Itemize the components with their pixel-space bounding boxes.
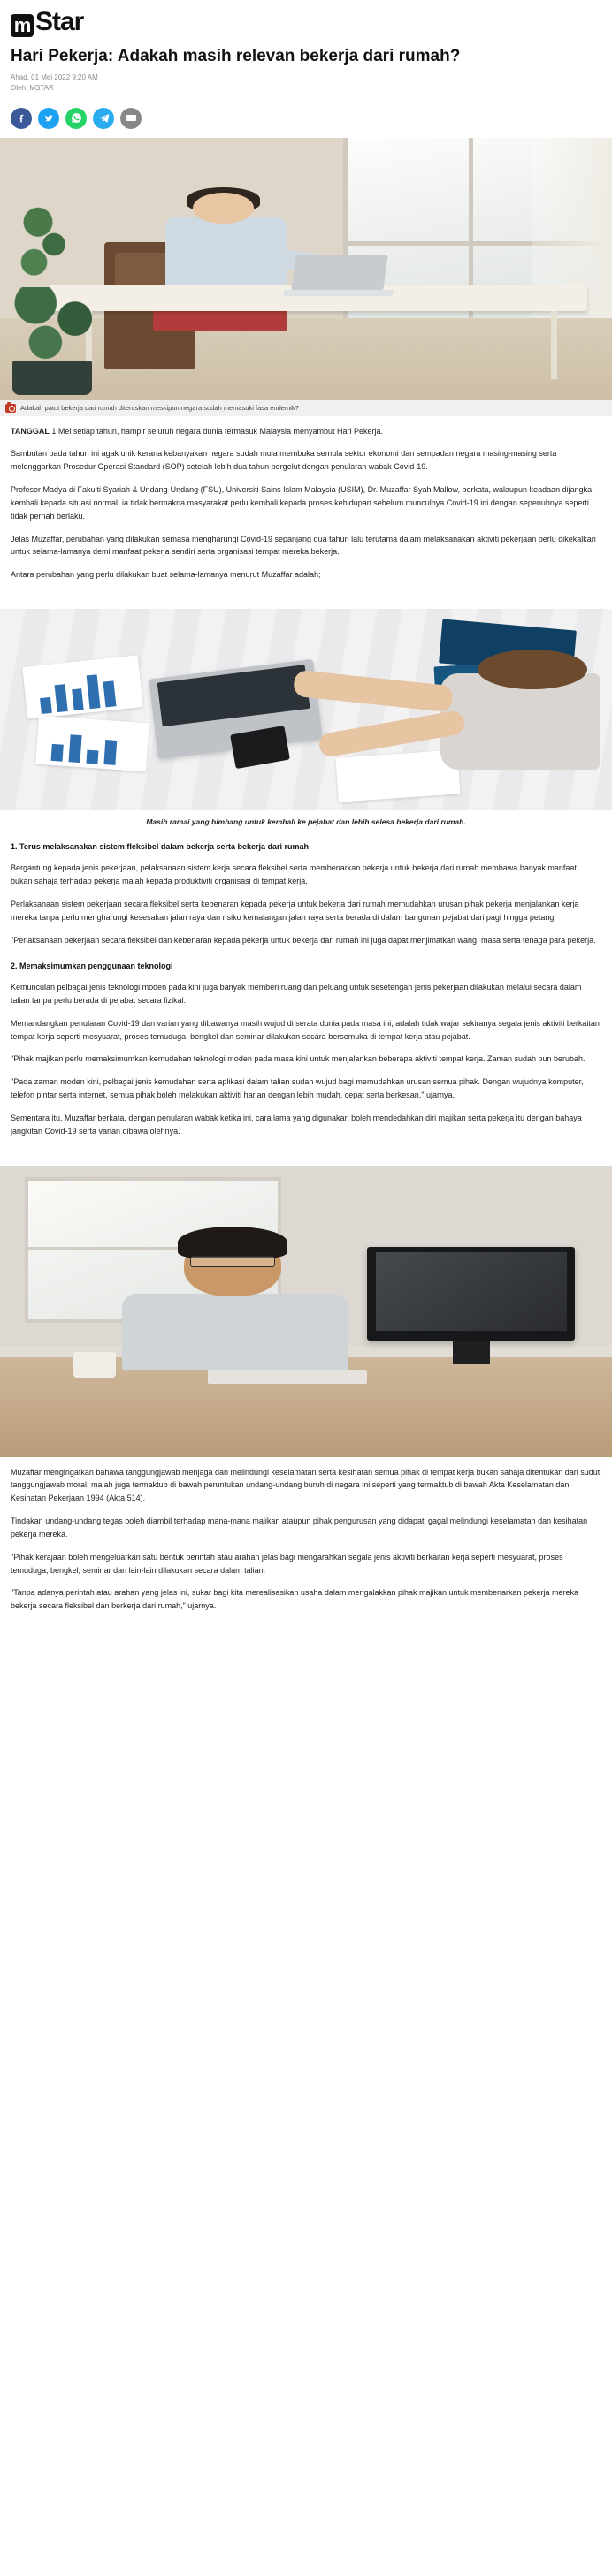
hero-caption-1-text: Adakah patut bekerja dari rumah diteruskan meskipun negara sudah memasuki fasa endemik?: [20, 403, 299, 412]
hero-figure-3: [0, 1166, 612, 1457]
logo-wordmark: Star: [35, 7, 84, 36]
paragraph: "Pihak majikan perlu memaksimumkan kemudahan teknologi moden pada masa kini untuk menjalankan beberapa aktiviti tempat kerja. Zaman sudah pun berubah.: [11, 1054, 585, 1064]
article-body-part-1: [0, 416, 612, 610]
article-meta: [11, 72, 601, 93]
paragraph: "Pada zaman moden kini, pelbagai jenis kemudahan serta aplikasi dalam talian sudah wujud bagi memudahkan urusan semua pihak. Dengan wujudnya komputer, telefon pintar serta internet, semua pihak boleh melakukan aktiviti harian dengan lebih mudah, cepat serta berkesan," ujarnya.: [11, 1077, 584, 1100]
hero-image-2-overhead-laptop-on-bed: [0, 609, 612, 810]
lead-word: TANGGAL: [11, 426, 50, 436]
paragraph: Muzaffar mengingatkan bahawa tanggungjawab menjaga dan melindungi keselamatan serta kesihatan semua pihak di tempat kerja bukan sahaja ditentukan dari sudut tanggungjawab moral, malah juga termaktub di bawah peruntukan undang-undang buruh di negara ini seperti yang termaktub di bawah Akta Keselamatan dan Kesihatan Pekerjaan 1994 (Akta 514).: [11, 1467, 601, 1503]
telegram-icon[interactable]: [93, 108, 114, 129]
article-byline: Oleh: MSTAR: [11, 83, 54, 92]
article-body-part-2: [0, 840, 612, 1166]
twitter-icon[interactable]: [38, 108, 59, 129]
hero-caption-1: [0, 400, 612, 416]
article-date: Ahad, 01 Mei 2022 9:20 AM: [11, 73, 98, 82]
facebook-icon[interactable]: [11, 108, 32, 129]
paragraph: Perlaksanaan sistem pekerjaan secara fleksibel serta kebenaran kepada pekerja untuk bekerja dari rumah memudahkan urusan pihak pekerja menjalankan kerja mereka tanpa perlu mengharungi kesesakan jalan raya dan risiko kemalangan jalan raya serta berada di dalam bangunan pejabat dari pagi hingga petang.: [11, 900, 579, 922]
hero-figure-2: [0, 609, 612, 810]
paragraph: "Tanpa adanya perintah atau arahan yang jelas ini, sukar bagi kita merealisasikan usaha dalam mengalakkan pihak majikan untuk membenarkan pekerja mereka bekerja secara fleksibel dan berkerja dari rumah," ujarnya.: [11, 1588, 579, 1611]
hero-caption-2: Masih ramai yang bimbang untuk kembali ke pejabat dan lebih selesa bekerja dari rumah.: [146, 817, 466, 827]
hero-image-3-man-at-desk-with-monitor: [0, 1166, 612, 1457]
camera-icon: [5, 404, 16, 413]
paragraph: Tindakan undang-undang tegas boleh diambil terhadap mana-mana majikan ataupun pihak pengurusan yang didapati gagal melindungi keselamatan dan kesihatan pekerja mereka.: [11, 1516, 588, 1539]
paragraph: Kemunculan pelbagai jenis teknologi moden pada kini juga banyak memberi ruang dan peluang untuk sesetengah jenis pekerjaan dilakukan melalui secara dalam talian tanpa perlu berada di pejabat secara fizikal.: [11, 982, 582, 1005]
paragraph: Sementara itu, Muzaffar berkata, dengan penularan wabak ketika ini, cara lama yang digunakan boleh mendedahkan diri majikan serta pekerja itu dengan bahaya jangkitan Covid-19 serta varian dibawa olehnya.: [11, 1113, 582, 1136]
paragraph: Sambutan pada tahun ini agak unik kerana kebanyakan negara sudah mula membuka semula sektor ekonomi dan sempadan negara masing-masing serta melonggarkan Prosedur Operasi Standard (SOP) setelah lebih dua tahun bergelut dengan penularan wabak Covid-19.: [11, 449, 557, 472]
site-logo[interactable]: [11, 7, 83, 37]
article-header: [0, 41, 612, 106]
hero-image-1-woman-working-from-home: [0, 138, 612, 400]
section-heading-2: 2. Memaksimumkan penggunaan teknologi: [11, 961, 173, 970]
paragraph: "Pihak kerajaan boleh mengeluarkan satu bentuk perintah atau arahan jelas bagi mengarahkan segala jenis aktiviti berkaitan kerja seperti mesyuarat, proses temuduga, bengkel, seminar dan lain-lain dilakukan secara dalam talian.: [11, 1552, 563, 1575]
paragraph: Jelas Muzaffar, perubahan yang dilakukan semasa mengharungi Covid-19 sepanjang dua tahun lalu terutama dalam melaksanakan aktiviti pekerjaan perlu dikekalkan untuk selama-lamanya demi manfaat pekerja sendiri serta organisasi tempat mereka bekerja.: [11, 534, 596, 557]
email-icon[interactable]: [120, 108, 142, 129]
paragraph: Antara perubahan yang perlu dilakukan buat selama-lamanya menurut Muzaffar adalah;: [11, 570, 321, 580]
paragraph: [11, 425, 601, 438]
share-bar: [0, 106, 612, 138]
paragraph-text: 1 Mei setiap tahun, hampir seluruh negara dunia termasuk Malaysia menyambut Hari Pekerja.: [49, 426, 384, 436]
whatsapp-icon[interactable]: [65, 108, 87, 129]
hero-figure-1: [0, 138, 612, 416]
logo-mark-icon: m: [11, 14, 34, 37]
page-title: Hari Pekerja: Adakah masih relevan bekerja dari rumah?: [11, 47, 461, 65]
paragraph: Profesor Madya di Fakulti Syariah & Undang-Undang (FSU), Universiti Sains Islam Malaysia (USIM), Dr. Muzaffar Syah Mallow, berkata, walaupun keadaan dijangka kembali kepada situasi normal, ia tidak bermakna masyarakat perlu kembali kepada proses kehidupan sebelum munculnya Covid-19 ini dengan sepenuhnya seperti tidak pernah berlaku.: [11, 485, 593, 521]
section-heading-1: 1. Terus melaksanakan sistem fleksibel dalam bekerja serta bekerja dari rumah: [11, 841, 310, 851]
paragraph: Memandangkan penularan Covid-19 dan varian yang dibawanya masih wujud di serata dunia pada masa ini, adalah tidak wajar sekiranya segala jenis aktiviti berkaitan tempat kerja seperti mesyuarat, proses temuduga, bengkel dan seminar dilakukan secara bersemuka di tempat kerja atau pejabat.: [11, 1018, 600, 1041]
site-header: [0, 0, 612, 41]
paragraph: Bergantung kepada jenis pekerjaan, pelaksanaan sistem kerja secara fleksibel serta membenarkan pekerja untuk bekerja dari rumah membawa banyak manfaat, bukan sahaja terhadap pekerja malah kepada produktiviti organisasi di tempat kerja.: [11, 863, 579, 886]
article-body-part-3: [0, 1457, 612, 1641]
paragraph: "Perlaksanaan pekerjaan secara fleksibel dan kebenaran kepada pekerja untuk bekerja dari rumah ini juga dapat menjimatkan wang, masa serta tenaga para pekerja.: [11, 935, 596, 945]
